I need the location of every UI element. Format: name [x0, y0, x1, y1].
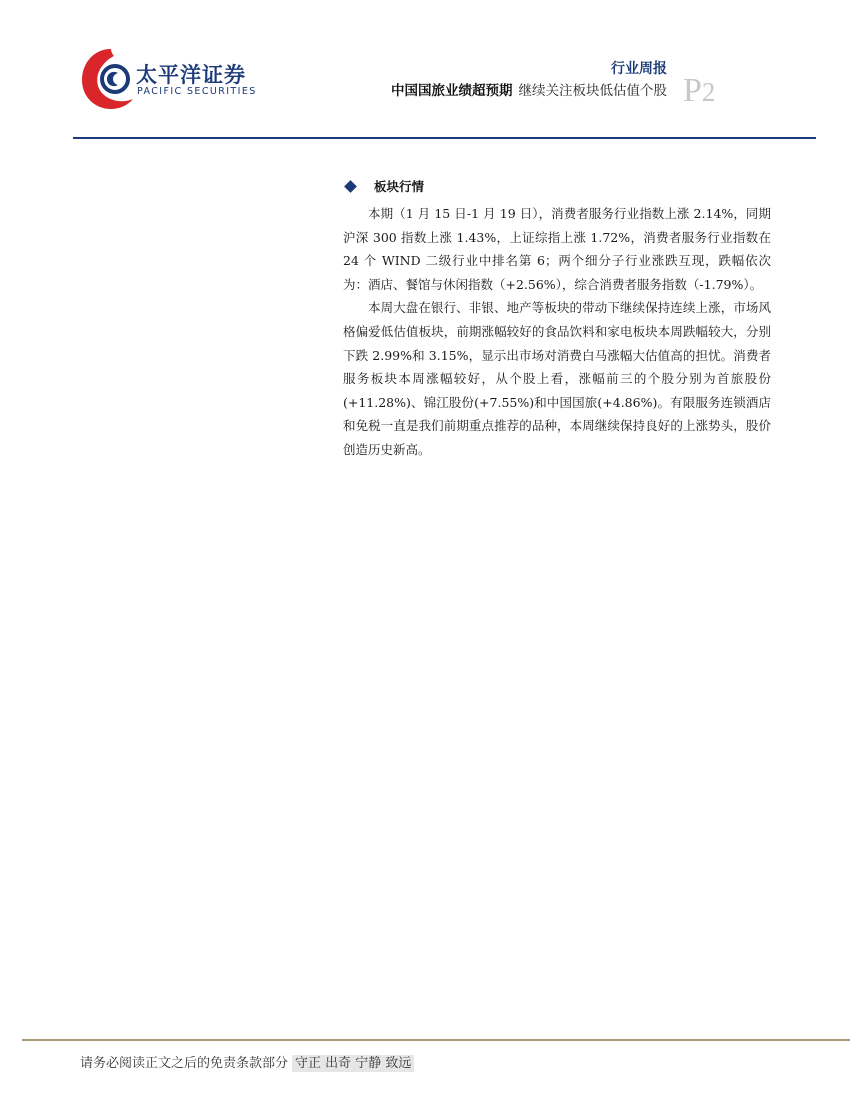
footer-divider [22, 1039, 850, 1041]
header-divider [73, 137, 816, 139]
footer-disclaimer: 请务必阅读正文之后的免责条款部分 [80, 1056, 289, 1071]
paragraph: 本周大盘在银行、非银、地产等板块的带动下继续保持连续上涨，市场风格偏爱低估值板块，前期涨幅较好的食品饮料和家电板块本周跌幅较大，分别下跌 2.99%和 3.15%，显示出市场对消费白马涨幅大估值高的担忧。消费者服务板块本周涨幅较好，从个股上看，涨幅前三的个股分别为首旅股份(+11.28%)、锦江股份(+7.55%)和中国国旅(+4.86%)。有限服务连锁酒店和免税一直是我们前期重点推荐的品种，本周继续保持良好的上涨势头，股价创造历史新高。 [343, 300, 771, 457]
footer [80, 1052, 414, 1071]
section-title: 板块行情 [374, 179, 425, 194]
brand-name-cn: 太平洋证券 [136, 63, 246, 87]
page-number-prefix: P [683, 72, 702, 109]
report-title-rest: 继续关注板块低估值个股 [518, 83, 667, 99]
report-title-emphasis: 中国国旅业绩超预期 [391, 83, 513, 99]
page-number-value: 2 [701, 77, 716, 107]
report-type: 行业周报 [611, 61, 667, 77]
brand-name-en: PACIFIC SECURITIES [137, 86, 257, 97]
market-section [343, 176, 771, 462]
paragraph: 本期（1 月 15 日-1 月 19 日），消费者服务行业指数上涨 2.14%，同期沪深 300 指数上涨 1.43%，上证综指上涨 1.72%，消费者服务行业指数在 24 个 WIND 二级行业中排名第 6；两个细分子行业涨跌互现，跌幅依次为：酒店、餐馆与休闲指数（+2.56%），综合消费者服务指数（-1.79%）。 [343, 206, 771, 292]
footer-motto: 守正 出奇 宁静 致远 [292, 1055, 414, 1072]
company-logo [80, 46, 260, 112]
pacific-securities-logo-icon [80, 46, 142, 112]
report-title [391, 79, 667, 99]
section-heading [343, 176, 771, 196]
page-number [683, 74, 715, 108]
diamond-bullet-icon [344, 180, 357, 193]
